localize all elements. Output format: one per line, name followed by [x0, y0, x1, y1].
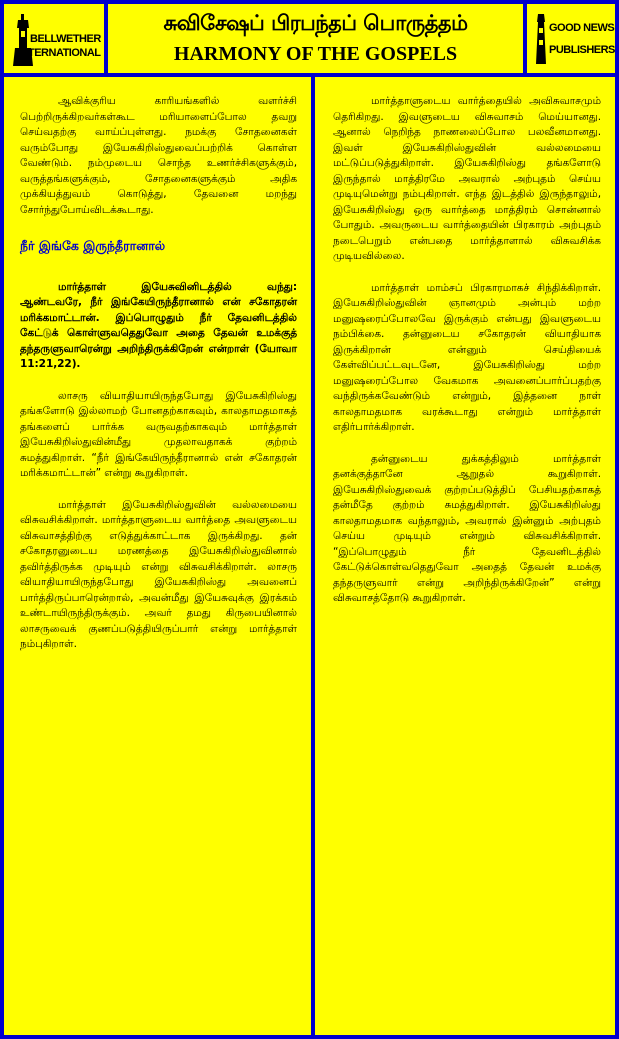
verse-text: மார்த்தாள் இயேசுவினிடத்தில் வந்து: ஆண்டவரே, நீர் இங்கேயிருந்தீரானால் என் சகோதரன் மரிக்கமாட்டான். இப்பொழுதும் நீர் தேவனிடத்தில் கேட்டுக் கொள்ளுவதெதுவோ அதை தேவன் உமக்குத் தந்தருளுவாரென்று அறிந்திருக்கிறேன் என்றாள் [20, 280, 297, 355]
left-paragraph-2: லாசரு வியாதியாயிருந்தபோது இயேசுகிறிஸ்து தங்களோடு இல்லாமற் போனதற்காகவும், காலதாமதமாகத் தங்களைப் பார்க்க வருவதற்காகவும் மார்த்தாள் இயேசுகிறிஸ்துவின்மீது முதலாவதாகக் குற்றம் சுமத்துகிறாள். “நீர் இங்கேயிருந்தீரானால் என் சகோதரன் மரிக்கமாட்டான்” என்று கூறுகிறாள். [20, 389, 297, 479]
scripture-quote [20, 280, 297, 373]
bellwether-line1: BELLWETHER [30, 33, 101, 45]
title-tamil: சுவிசேஷப் பிரபந்தப் பொருத்தம் [163, 11, 468, 35]
content-frame [0, 77, 619, 1039]
right-paragraph-2: மார்த்தாள் மாம்சப் பிரகாரமாகச் சிந்திக்கிறாள். இயேசுகிறிஸ்துவின் ஞானமும் அன்பும் மற்ற மனுஷரைப்போலவே இருக்கும் என்பது இவளுடைய நம்பிக்கை. தன்னுடைய சகோதரன் வியாதியாக இருக்கிறான் என்னும் செய்தியைக் கேள்விப்பட்டவுடனே, இயேசுகிறிஸ்து மற்ற மனுஷரைப்போல வேகமாக அவனைப்பார்ப்பதற்கு வந்திருக்கவேண்டும் என்றும், இத்தனை நாள் காலதாமதமாக வரக்கூடாது என்றும் மார்த்தாள் எதிர்பார்க்கிறாள். [333, 281, 601, 433]
header-bar [0, 0, 619, 77]
bellwether-line2: INTERNATIONAL [18, 47, 101, 59]
right-paragraph-3: தன்னுடைய துக்கத்திலும் மார்த்தாள் தனக்குத்தானே ஆறுதல் கூறுகிறாள். இயேசுகிறிஸ்துவைக் குற்றப்படுத்திப் பேசியதற்காகத் தன்மீதே குற்றம் சுமத்துகிறாள். இயேசுகிறிஸ்து காலதாமதமாக வந்தாலும், அவரால் இன்னும் அற்புதம் செய்ய முடியும் என்றும் விசுவசிக்கிறாள். “இப்பொழுதும் நீர் தேவனிடத்தில் கேட்டுக்கொள்வதெதுவோ அதைத் தேவன் உமக்கு தந்தருளுவார் என்று அறிந்திருக்கிறேன்” என்று விசுவாசத்தோடு கூறுகிறாள். [333, 452, 601, 604]
good-news-logo [527, 4, 615, 73]
title-block [108, 4, 527, 73]
right-paragraph-1: மார்த்தாளுடைய வார்த்தையில் அவிசுவாசமும் தெரிகிறது. இவளுடைய விசுவாசம் மெய்யானது. ஆனால் நெறிந்த நாணலைப்போல பலவீனமானது. இவள் இயேசுகிறிஸ்துவின் வல்லமையை மட்டுப்படுத்துகிறாள். இயேசுகிறிஸ்து தங்களோடு இருந்தால் மாத்திரமே அவரால் அற்புதம் செய்ய முடியுமென்று நம்புகிறாள். எந்த இடத்தில் இருந்தாலும், இயேசுகிறிஸ்து ஒரு வார்த்தை மாத்திரம் சொன்னால் போதும். அவருடைய வார்த்தையின் பிரகாரம் அற்புதம் நடைபெறும் என்பதை மார்த்தாளால் விசுவசிக்க முடியவில்லை. [333, 95, 601, 262]
left-column [4, 77, 315, 1035]
good-news-line2: PUBLISHERS [549, 44, 615, 56]
title-english: HARMONY OF THE GOSPELS [173, 43, 458, 65]
lighthouse-icon [533, 14, 549, 64]
right-column [315, 77, 615, 1035]
good-news-line1: GOOD NEWS [549, 22, 615, 34]
verse-reference: (யோவா 11:21,22). [20, 342, 297, 370]
bellwether-logo [4, 4, 108, 73]
section-heading: நீர் இங்கே இருந்தீரானால் [20, 238, 166, 253]
left-paragraph-1: ஆவிக்குரிய காரியங்களில் வளர்ச்சி பெற்றிருக்கிறவர்கள்கூட மரியாளைப்போல தவறு செய்வதற்கு வாய்ப்புள்ளது. நமக்கு சோதனைகள் வரும்போது இயேசுகிறிஸ்துவைப்பற்றிக் கொள்ள வேண்டும். நம்முடைய சொந்த உணர்ச்சிகளுக்கும், வருத்தங்களுக்கும், சோதனைகளுக்கும் அதிக முக்கியத்துவம் கொடுத்து, தேவனை மறந்து சோர்ந்துபோய்விடக்கூடாது. [20, 95, 297, 216]
left-paragraph-3: மார்த்தாள் இயேசுகிறிஸ்துவின் வல்லமையை விசுவசிக்கிறாள். மார்த்தாளுடைய வார்த்தை அவளுடைய விசுவாசத்திற்கு எடுத்துக்காட்டாக இருக்கிறது. தன் சகோதரனுடைய மரணத்தை இயேசுகிறிஸ்துவினால் தவிர்த்திருக்க முடியும் என்று விசுவசிக்கிறாள். லாசரு வியாதியாயிருந்தபோது இயேசுகிறிஸ்து அவனைப் பார்த்திருப்பாரென்றால், அவன்மீது இயேசுவுக்கு இரக்கம் உண்டாயிருந்திருக்கும். அவர் தமது கிருபையினால் லாசருவைக் குணப்படுத்தியிருப்பார் என்று மார்த்தாள் நம்புகிறாள். [20, 498, 297, 650]
